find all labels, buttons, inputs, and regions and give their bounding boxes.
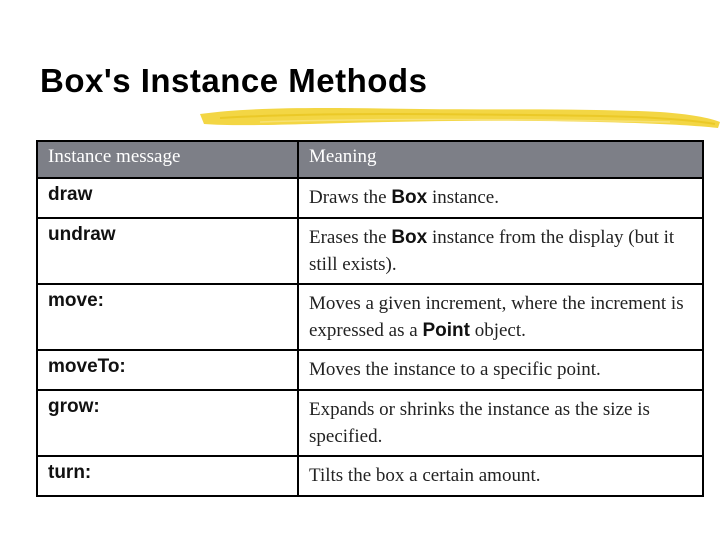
method-name: undraw: [37, 218, 298, 284]
method-name: draw: [37, 178, 298, 218]
method-meaning: Moves the instance to a specific point.: [298, 350, 703, 390]
method-meaning: Erases the Box instance from the display (but it still exists).: [298, 218, 703, 284]
table-row: [37, 284, 703, 350]
yellow-brush-underline: [200, 100, 720, 140]
slide-title: Box's Instance Methods: [40, 62, 428, 99]
table-row: [37, 390, 703, 456]
table-row: [37, 350, 703, 390]
method-meaning: Tilts the box a certain amount.: [298, 456, 703, 496]
method-name: turn:: [37, 456, 298, 496]
table-row: [37, 218, 703, 284]
method-meaning: Moves a given increment, where the increment is expressed as a Point object.: [298, 284, 703, 350]
method-meaning: Expands or shrinks the instance as the size is specified.: [298, 390, 703, 456]
method-name: move:: [37, 284, 298, 350]
methods-table: [36, 140, 704, 497]
table-header-row: [37, 141, 703, 178]
method-name: moveTo:: [37, 350, 298, 390]
method-name: grow:: [37, 390, 298, 456]
header-instance-message: Instance message: [37, 141, 298, 178]
table-row: [37, 178, 703, 218]
method-meaning: Draws the Box instance.: [298, 178, 703, 218]
table-row: [37, 456, 703, 496]
header-meaning: Meaning: [298, 141, 703, 178]
